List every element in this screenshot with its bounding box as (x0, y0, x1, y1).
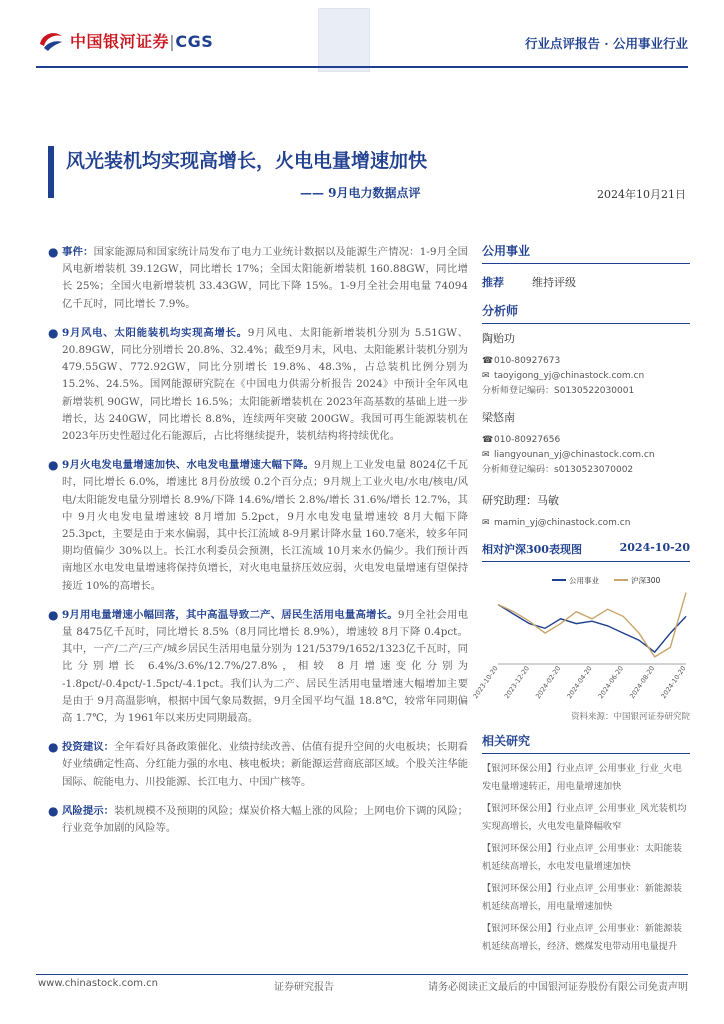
bullet-icon: ● (48, 803, 59, 818)
cert-label: 分析师登记编码： (482, 465, 555, 475)
x-tick-label: 2023-12-20 (502, 664, 531, 701)
x-tick-label: 2024-02-20 (534, 664, 563, 701)
paragraph-lead: 风险提示： (62, 804, 115, 817)
cert-label: 分析师登记编码： (482, 386, 555, 396)
email-text[interactable]: mamin_yj@chinastock.com.cn (494, 518, 631, 528)
brand-logo-text (70, 29, 213, 52)
phone-text: 010-80927656 (494, 435, 561, 445)
legend-label: 公用事业 (569, 576, 599, 585)
related-research-item[interactable]: 【银河环保公用】行业点评_公用事业：新能源装机延续高增长，经济、燃煤发电带动用电量提升 (482, 923, 682, 952)
cert-number: s0130523070002 (554, 465, 634, 475)
analyst-email[interactable] (482, 448, 690, 463)
rating-row (482, 274, 690, 290)
x-tick-label: 2023-10-20 (471, 664, 500, 701)
analyst-phone (482, 354, 690, 369)
mail-icon: ✉ (482, 450, 490, 460)
cert-number: S0130522030001 (554, 386, 635, 396)
body-paragraph-risk (48, 803, 468, 837)
legend-label: 沪深300 (631, 576, 661, 585)
bullet-icon: ● (48, 740, 59, 755)
paragraph-lead: 9月火电发电量增速加快、水电发电量增速大幅下降。 (62, 459, 315, 472)
email-text[interactable]: taoyigong_yj@chinastock.com.cn (494, 371, 645, 381)
logo-cn: 中国银河证券 (70, 32, 170, 51)
related-research-item[interactable]: 【银河环保公用】行业点评_公用事业：太阳能装机延续高增长，水电发电量增速加快 (482, 843, 682, 872)
sector-heading: 公用事业 (482, 242, 690, 264)
chart-heading (482, 541, 690, 562)
footer-tag: 证券研究报告 (274, 982, 334, 993)
related-research-item[interactable]: 【银河环保公用】行业点评_公用事业_风光装机均实现高增长，火电发电量降幅收窄 (482, 803, 687, 832)
paragraph-text: 装机规模不及预期的风险；煤炭价格大幅上涨的风险；上网电价下调的风险；行业竞争加剧的风险等。 (62, 804, 469, 835)
chart-series-line-0 (498, 605, 686, 653)
phone-text: 010-80927673 (494, 356, 561, 366)
related-research-heading: 相关研究 (482, 732, 690, 754)
analyst-phone (482, 433, 690, 448)
analyst-email[interactable] (482, 369, 690, 384)
sidebar (471, 242, 690, 960)
bullet-icon: ● (48, 245, 59, 259)
footer-disclaimer: 请务必阅读正文最后的中国银河证券股份有限公司免责声明 (428, 982, 688, 993)
footer-url[interactable]: www.chinastock.com.cn (38, 978, 158, 989)
title-accent-bar (48, 146, 54, 198)
report-date: 2024年10月21日 (597, 188, 686, 201)
header-watermark-graphic (318, 8, 370, 72)
assistant-name: 马敏 (537, 494, 559, 507)
paragraph-text: 全年看好具备政策催化、业绩持续改善、估值有提升空间的火电板块；长期看好业绩确定性高、分红能力强的水电、核电板块；新能源运营商底部区域。个股关注华能国际、皖能电力、川投能源、长江电力、中国广核等。 (62, 741, 469, 788)
email-text[interactable]: liangyounan_yj@chinastock.com.cn (494, 450, 655, 460)
chart-title: 相对沪深300表现图 (482, 543, 582, 556)
related-research-item[interactable]: 【银河环保公用】行业点评_公用事业：新能源装机延续高增长，用电量增速加快 (482, 883, 682, 912)
body-paragraph-generation (48, 457, 468, 595)
mail-icon: ✉ (482, 371, 490, 381)
bullet-icon: ● (48, 325, 59, 340)
logo-en: CGS (175, 32, 214, 51)
report-subtitle: —— 9月电力数据点评 (300, 186, 421, 200)
paragraph-lead: 9月用电量增速小幅回落，其中高温导致二产、居民生活用电量高增长。 (62, 608, 398, 621)
x-tick-label: 2024-10-20 (659, 664, 688, 701)
paragraph-lead: 事件： (62, 246, 94, 258)
footer-divider (36, 974, 688, 975)
related-research-list (482, 760, 690, 956)
mail-icon: ✉ (482, 518, 490, 528)
x-tick-label: 2024-04-20 (565, 664, 594, 701)
analyst-cert (482, 384, 690, 399)
assistant-email[interactable] (482, 516, 690, 531)
rating-label: 推荐 (482, 276, 504, 289)
analyst-heading: 分析师 (482, 302, 690, 324)
phone-icon: ☎ (482, 356, 494, 366)
paragraph-text: 9月全社会用电量 8475亿千瓦时，同比增长 8.5%（8月同比增长 8.9%），增速较 8月下降 0.4pct。其中，一产/二产/三产/城乡居民生活用电量分别为 121/5379/1652/1323亿千瓦时，同比分别增长 6.4%/3.6%/12.7%/27.8%，相较 8月增速变化分别为 -1.8pct/-0.4pct/-1.5pct/-4.1pct。我们认为二产、居民生活用电量增速大幅增加主要是由于 9月高温影响，根据中国气象局数据，9月全国平均气温 18.8℃，较常年同期偏高 1.7℃，为 1961年以来历史同期最高。 (62, 608, 468, 725)
paragraph-text: 9月风电、太阳能新增装机分别为 5.51GW、20.89GW，同比分别增长 20.8%、32.4%；截至9月末，风电、太阳能累计装机分别为 479.55GW、772.92GW，同比分别增长 19.8%、48.3%，占总装机比例分别为 15.2%、24.5%。国网能源研究院在《中国电力供需分析报告 2024》中预计全年风电新增装机 90GW，同比增长 16.5%；太阳能新增装机在 2023年高基数的基础上进一步增长，达 240GW，同比增长 8.8%，连续两年突破 200GW。我国可再生能源装机在 2023年历史性超过化石能源后，占比将继续提升，装机结构将持续优化。 (62, 326, 468, 443)
paragraph-text: 国家能源局和国家统计局发布了电力工业统计数据以及能源生产情况：1-9月全国风电新增装机 39.12GW，同比增长 17%；全国太阳能新增装机 160.88GW，同比增长 25%；全国火电新增装机 33.43GW，同比下降 15%。1-9月全社会用电量 74094亿千瓦时，同比增长 7.9%。 (62, 246, 468, 310)
phone-icon: ☎ (482, 435, 494, 445)
assistant-label: 研究助理： (482, 494, 537, 507)
related-research-item[interactable]: 【银河环保公用】行业点评_公用事业_行业_火电发电量增速转正，用电量增速加快 (482, 763, 682, 792)
x-tick-label: 2024-06-20 (596, 664, 625, 701)
analyst-name: 梁悠南 (482, 411, 515, 424)
body-paragraph-event (48, 244, 468, 313)
header-divider (36, 66, 688, 68)
bullet-icon: ● (48, 607, 59, 622)
logo-swirl-icon (38, 30, 64, 52)
logo-separator: | (169, 32, 176, 51)
research-assistant (482, 492, 690, 508)
body-paragraph-consumption (48, 607, 468, 727)
body-paragraph-investment (48, 739, 468, 791)
bullet-icon: ● (48, 458, 59, 473)
paragraph-lead: 投资建议： (62, 741, 115, 754)
paragraph-lead: 9月风电、太阳能装机均实现高增长。 (62, 326, 248, 339)
paragraph-text: 9月规上工业发电量 8024亿千瓦时，同比增长 6.0%，增速比 8月份放缓 0.2个百分点；9月规上工业火电/水电/核电/风电/太阳能发电量分别增长 8.9%/下降 14.6%/增长 2.8%/增长 31.6%/增长 12.7%，其中 9月火电发电量增速较 8月增加 5.2pct，9月水电发电量增速较 8月大幅下降 25.3pct，主要是由于来水偏弱，其中长江流域 8-9月累计降水量 160.7毫米，较多年同期均值偏少 30%以上。长江水利委员会预测，长江流域 10月来水仍偏少。我们预计西南地区水电发电量增速将保持负增长，对火电电量挤压效应弱，火电发电量增速有望保持接近 10%的高增长。 (62, 459, 468, 592)
x-tick-label: 2024-08-20 (628, 664, 657, 701)
rating-value: 维持评级 (532, 276, 576, 289)
chart-source: 资料来源：中国银河证券研究院 (570, 712, 690, 722)
relative-performance-chart (471, 568, 690, 708)
analyst-name: 陶贻功 (482, 332, 515, 345)
report-type-label: 行业点评报告 · 公用事业行业 (524, 36, 688, 51)
report-body (48, 244, 468, 849)
report-title: 风光装机均实现高增长，火电电量增速加快 (66, 150, 428, 172)
body-paragraph-installation (48, 325, 468, 445)
chart-date: 2024-10-20 (619, 541, 690, 554)
analyst-cert (482, 463, 690, 478)
